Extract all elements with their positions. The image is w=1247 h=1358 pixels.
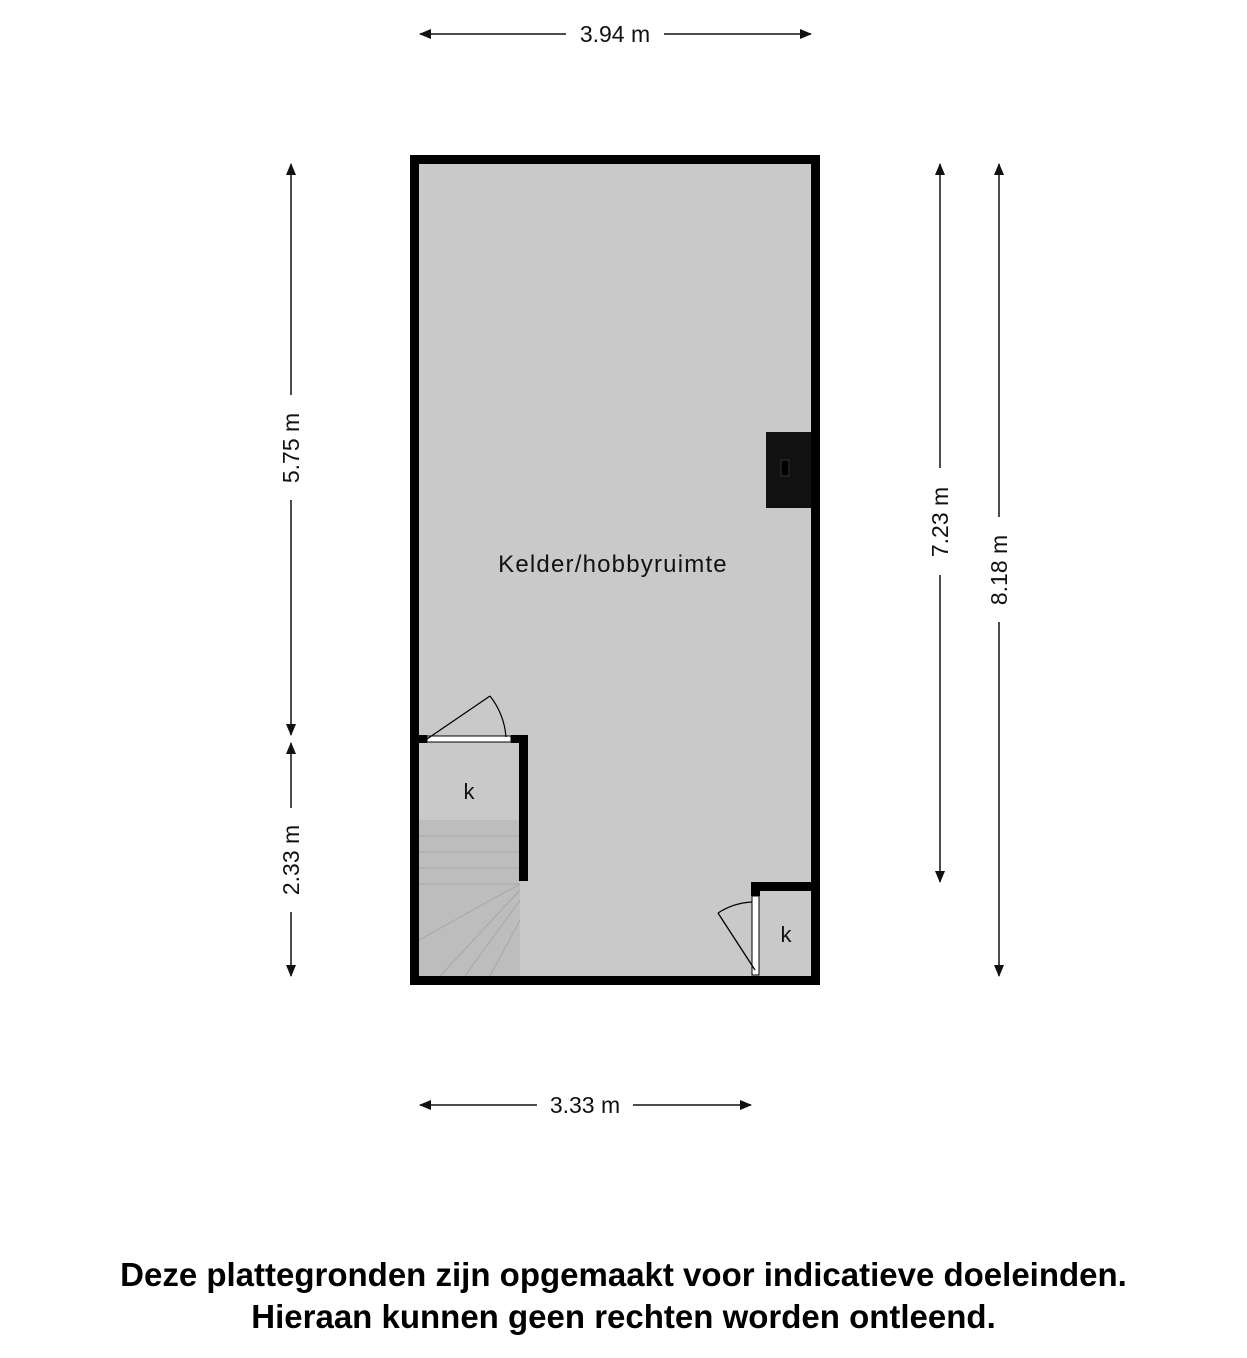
staircase — [419, 820, 520, 976]
dimension-label-bottom: 3.33 m — [549, 1092, 621, 1118]
room-label: Kelder/hobbyruimte — [498, 551, 728, 578]
closet-label-right: k — [780, 922, 792, 947]
dimension-label-right-outer: 8.18 m — [986, 534, 1012, 606]
closet-wall-top-right — [751, 882, 813, 891]
closet-wall-top — [419, 735, 427, 743]
dimension-left-lower — [278, 743, 304, 976]
chimney-block — [766, 432, 811, 508]
disclaimer — [0, 1254, 1247, 1338]
dimension-label-left-lower: 2.33 m — [278, 824, 304, 896]
disclaimer-line-1: Deze plattegronden zijn opgemaakt voor indicatieve doeleinden. — [120, 1256, 1127, 1293]
dimension-right-outer — [986, 164, 1012, 976]
dimension-top-width — [420, 21, 811, 47]
dimension-right-inner — [927, 164, 953, 882]
closet-label-left: k — [463, 779, 475, 804]
dimension-label-right-inner: 7.23 m — [927, 486, 953, 558]
closet-wall-left-right — [751, 882, 760, 896]
dimension-label-top: 3.94 m — [579, 21, 651, 47]
dimension-label-left-upper: 5.75 m — [278, 412, 304, 484]
dimension-left-upper — [278, 164, 304, 735]
dimension-bottom-width — [420, 1092, 751, 1118]
closet-wall-side — [519, 735, 528, 881]
disclaimer-line-2: Hieraan kunnen geen rechten worden ontleend. — [251, 1298, 996, 1335]
